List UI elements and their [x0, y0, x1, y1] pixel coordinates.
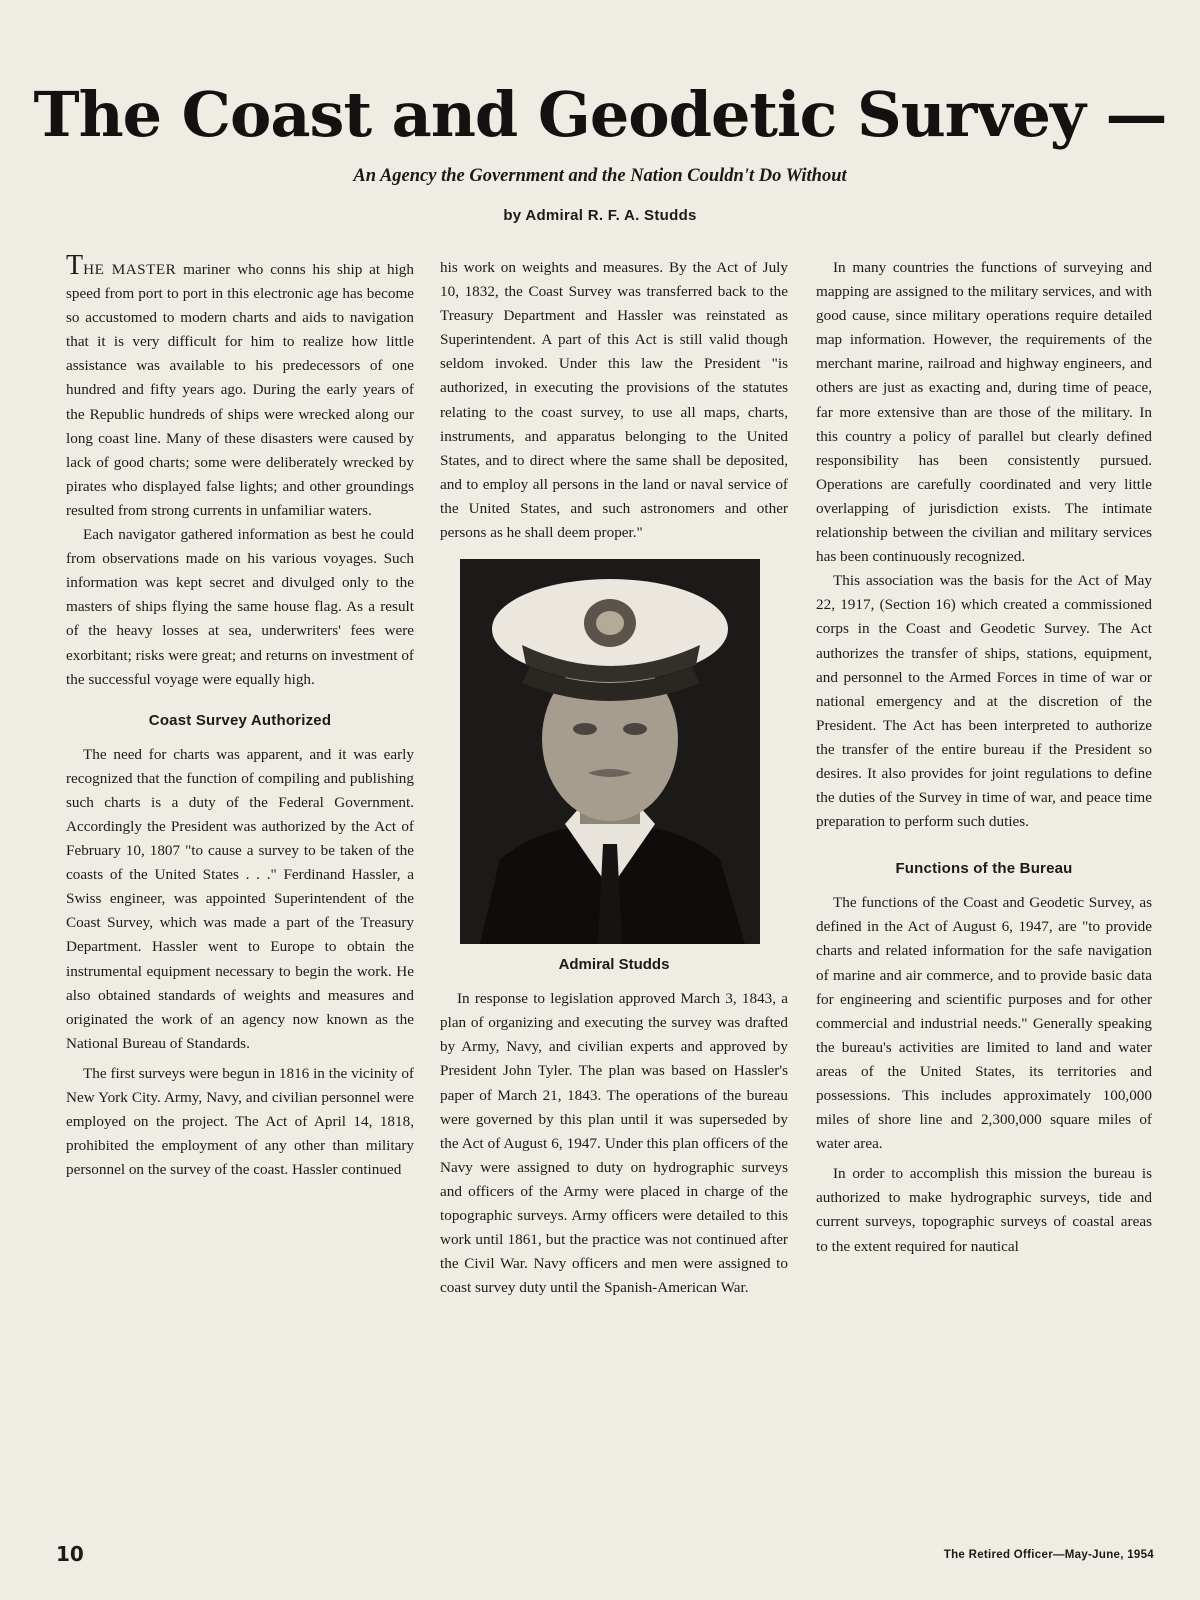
column-1 — [66, 250, 414, 1182]
article-subtitle: An Agency the Government and the Nation Couldn't Do Without — [353, 166, 847, 186]
admiral-portrait-photo — [460, 559, 760, 944]
paragraph — [66, 250, 414, 523]
paragraph: The functions of the Coast and Geodetic Survey, as defined in the Act of August 6, 1947, are "to provide charts and related information for the safe navigation of marine and air commerce, and to provide basic data for engineering and scientific purposes and for other commercial and industrial needs." Generally speaking the bureau's activities are limited to land and water areas of the United States, its territories and possessions. This includes approximately 100,000 miles of shore line and 2,300,000 square miles of water area. — [816, 894, 1152, 1153]
paragraph: The first surveys were begun in 1816 in the vicinity of New York City. Army, Navy, and civilian personnel were employed on the project. The Act of April 14, 1818, prohibited the employment of any other than military personnel on the survey of the coast. Hassler continued — [66, 1064, 414, 1179]
author-byline: by Admiral R. F. A. Studds — [503, 207, 697, 224]
lead-words: HE MASTER — [83, 261, 177, 278]
section-heading: Functions of the Bureau — [895, 860, 1073, 878]
paragraph: In response to legislation approved March 3, 1843, a plan of organizing and executing the survey was drafted by Army, Navy, and civilian experts and approved by President John Tyler. The plan was based on Hassler's paper of March 21, 1843. The operations of the bureau were governed by this plan until it was superseded by the Act of August 6, 1947. Under this plan officers of the Navy were assigned to duty on hydrographic surveys and officers of the Army were placed in charge of the topographic surveys. Army officers were detailed to this work until 1861, but the practice was not continued after the Civil War. Navy officers and men were assigned to coast survey duty until the Spanish-American War. — [440, 990, 788, 1297]
section-heading: Coast Survey Authorized — [148, 711, 332, 729]
paragraph: The need for charts was apparent, and it was early recognized that the function of compiling and publishing such charts is a duty of the Federal Government. Accordingly the President was authorized by the Act of February 10, 1807 "to cause a survey to be taken of the coasts of the United States . . ." Ferdinand Hassler, a Swiss engineer, was appointed Superintendent of the Coast Survey, which was made a part of the Treasury Department. Hassler went to Europe to obtain the instrumental equipment necessary to begin the work. He also obtained standards of weights and measures and originated the work of an agency now known as the National Bureau of Standards. — [66, 745, 414, 1052]
drop-cap: T — [66, 250, 84, 281]
article-title: The Coast and Geodetic Survey — — [33, 78, 1167, 151]
paragraph: In order to accomplish this mission the bureau is authorized to make hydrographic surveys, tide and current surveys, topographic surveys of coastal areas to the extent required for nautical — [816, 1165, 1152, 1255]
paragraph-text: mariner who conns his ship at high speed from port to port in this electronic age has become so accustomed to modern charts and aids to navigation that it is very difficult for him to realize how little assistance was available to his predecessors of one hundred and fifty years ago. During the early years of the Republic hundreds of ships were wrecked along our long coast line. Many of these disasters were caused by lack of good charts; some were deliberately wrecked by pirates who displayed false lights; and other groundings resulted from strong currents in unfamiliar waters. — [66, 261, 414, 519]
photo-caption: Admiral Studds — [558, 956, 670, 974]
column-3 — [816, 256, 1152, 1259]
paragraph: This association was the basis for the Act of May 22, 1917, (Section 16) which created a commissioned corps in the Coast and Geodetic Survey. The Act authorizes the transfer of ships, stations, equipment, and personnel to the Armed Forces in time of war or national emergency and at the discretion of the President. The Act has been interpreted to authorize the transfer of the entire bureau if the President so desires. It also provides for joint regulations to define the duties of the Survey in time of war, and peace time preparation to perform such duties. — [816, 572, 1152, 831]
column-2 — [440, 256, 788, 1300]
page-number: 10 — [56, 1542, 84, 1566]
paragraph: Each navigator gathered information as best he could from observations made on his various voyages. Such information was kept secret and divulged only to the masters of ships flying the same house flag. As a result of the heavy losses at sea, underwriters' fees were exorbitant; risks were great; and returns on investment of the successful voyage were equally high. — [66, 526, 414, 688]
paragraph: In many countries the functions of surveying and mapping are assigned to the military services, and with good cause, since military operations require detailed map information. However, the requirements of the merchant marine, railroad and highway engineers, and others are just as exacting and, during time of peace, far more extensive than are those of the military. In this country a policy of parallel but clearly defined responsibility has been consistently pursued. Operations are carefully coordinated and very little overlapping of jurisdiction exists. The intimate relationship between the civilian and military services has been continuously recognized. — [816, 259, 1152, 566]
portrait-illustration — [460, 559, 760, 944]
publication-credit: The Retired Officer—May-June, 1954 — [943, 1549, 1154, 1561]
paragraph: his work on weights and measures. By the Act of July 10, 1832, the Coast Survey was transferred back to the Treasury Department and Hassler was reinstated as Superintendent. A part of this Act is still valid though seldom invoked. Under this law the President "is authorized, in executing the provisions of the statutes relating to the coast survey, to use all maps, charts, instruments, and apparatus belonging to the United States, and to direct where the same shall be deposited, and to employ all persons in the land or naval service of the United States, and such astronomers and other persons as he shall deem proper." — [440, 259, 788, 542]
